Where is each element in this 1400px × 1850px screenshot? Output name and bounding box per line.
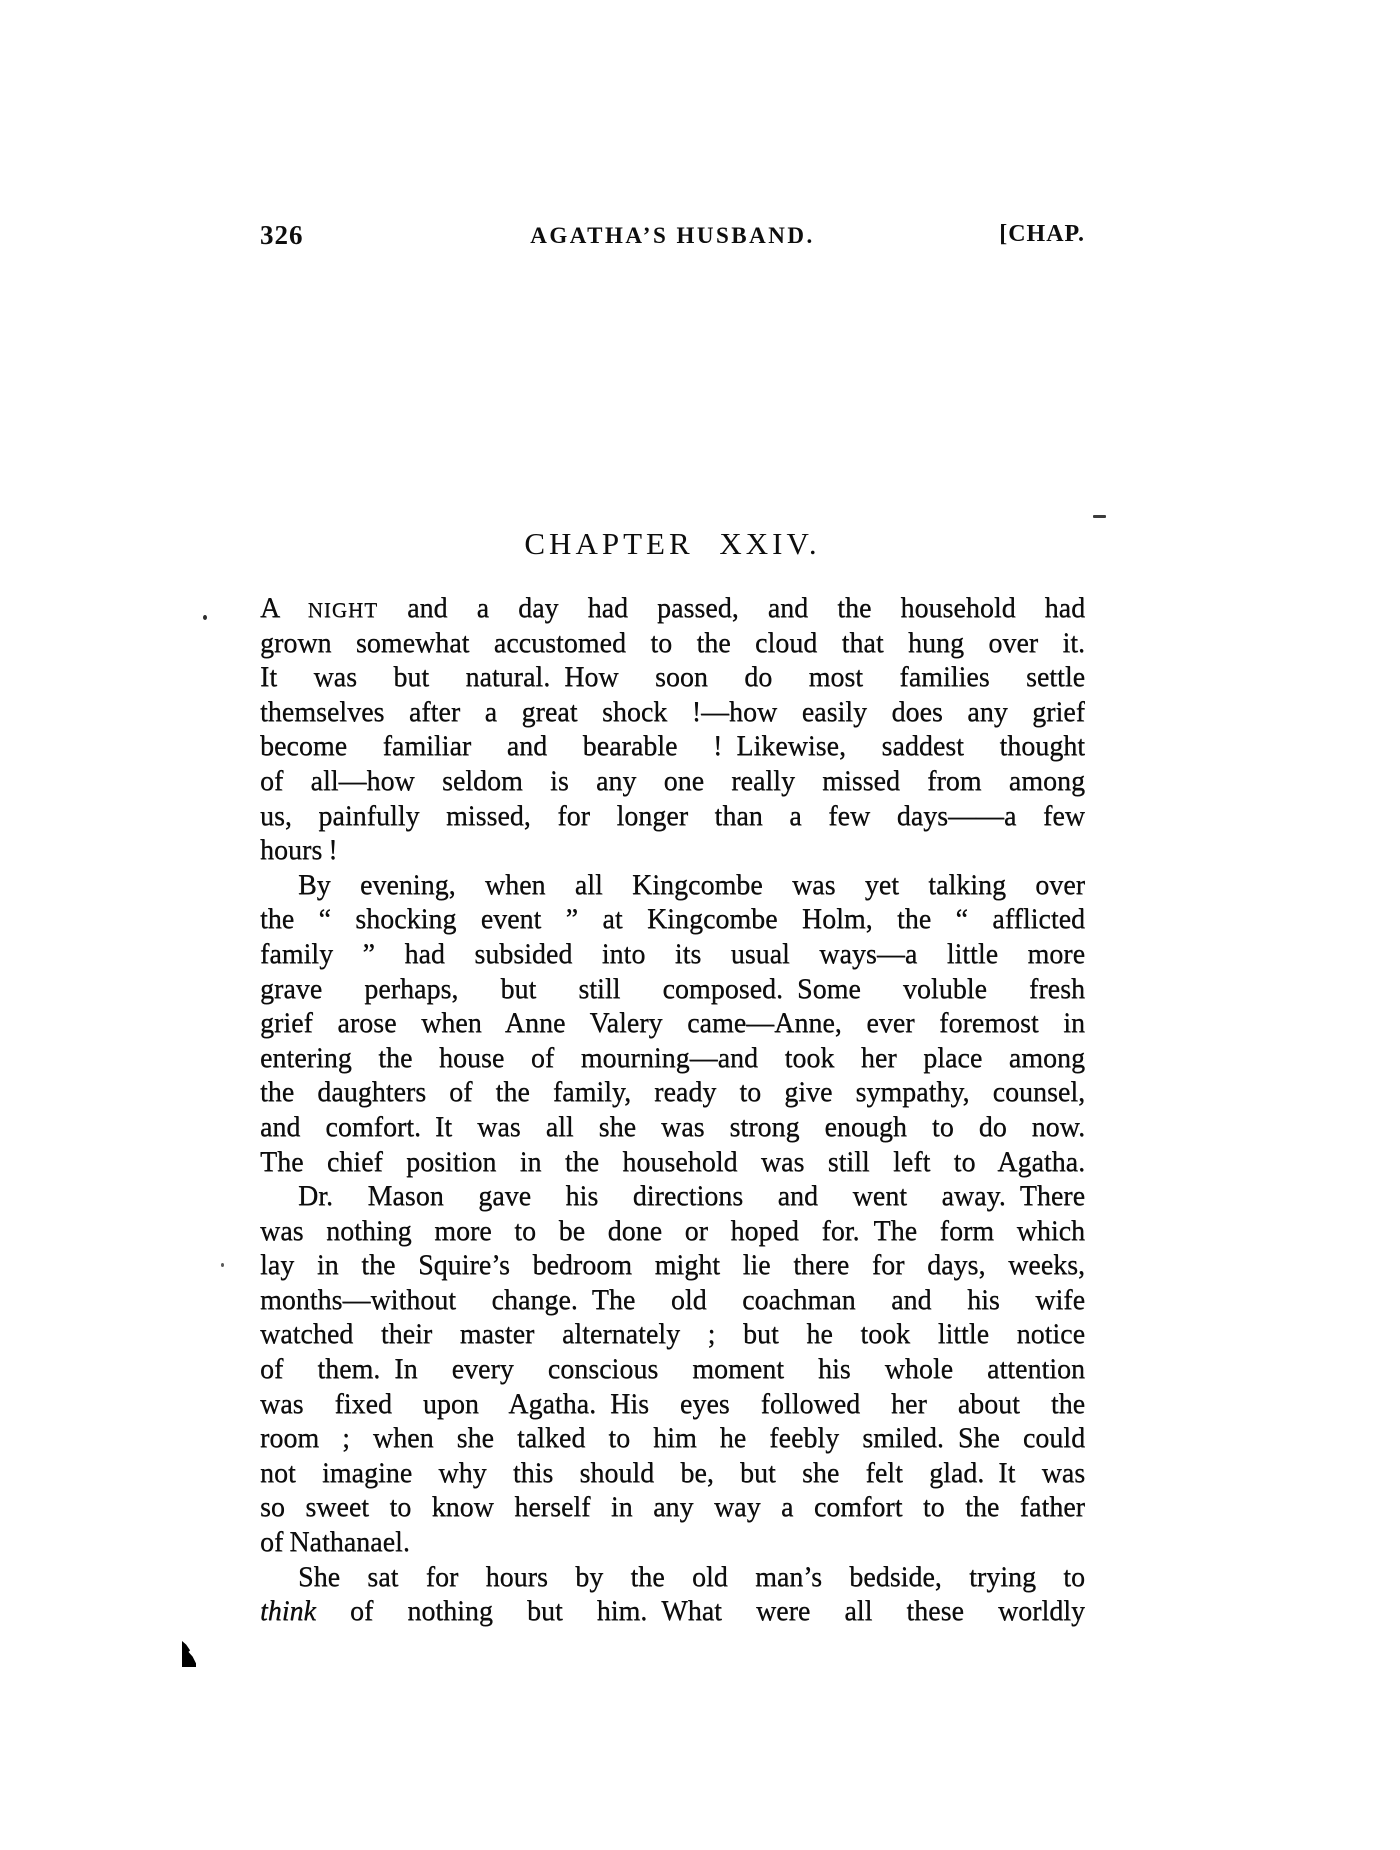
text-line: A NIGHT and a day had passed, and the household had [260, 593, 1085, 624]
text-line: grief arose when Anne Valery came—Anne, ever foremost in [260, 1008, 1085, 1040]
text-line: Dr. Mason gave his directions and went away. There [298, 1181, 1085, 1213]
text-line: become familiar and bearable ! Likewise, saddest thought [260, 731, 1085, 763]
text-line: not imagine why this should be, but she felt glad. It was [260, 1457, 1085, 1489]
ink-blob-mark [182, 1641, 196, 1667]
page-body [260, 592, 1085, 1630]
text-line: months—without change. The old coachman and his wife [260, 1284, 1085, 1316]
paragraph [260, 592, 1085, 869]
text-line: watched their master alternately ; but he took little notice [260, 1319, 1085, 1351]
scan-speck-mark [203, 615, 207, 620]
text-line: was nothing more to be done or hoped for. The form which [260, 1215, 1085, 1247]
page-number: 326 [260, 220, 304, 250]
chapter-label: [CHAP. [999, 221, 1085, 247]
running-title: AGATHA’S HUSBAND. [530, 223, 815, 248]
text-line: of Nathanael. [260, 1527, 410, 1559]
paragraph [260, 1561, 1085, 1630]
text-line: of all—how seldom is any one really missed from among [260, 765, 1085, 797]
chapter-heading: CHAPTER XXIV. [524, 526, 821, 561]
text-line: lay in the Squire’s bedroom might lie there for days, weeks, [260, 1250, 1085, 1282]
text-line: was fixed upon Agatha. His eyes followed her about the [260, 1388, 1085, 1420]
text-line: room ; when she talked to him he feebly smiled. She could [260, 1423, 1085, 1455]
text-line: hours ! [260, 835, 338, 867]
text-line: themselves after a great shock !—how easily does any grief [260, 696, 1085, 728]
text-line: the daughters of the family, ready to give sympathy, counsel, [260, 1077, 1085, 1109]
text-line: grown somewhat accustomed to the cloud that hung over it. [260, 627, 1085, 659]
paragraph [260, 869, 1085, 1180]
text-line: and comfort. It was all she was strong enough to do now. [260, 1111, 1085, 1143]
text-line: of them. In every conscious moment his whole attention [260, 1354, 1085, 1386]
text-line: entering the house of mourning—and took her place among [260, 1042, 1085, 1074]
text-line: By evening, when all Kingcombe was yet talking over [298, 869, 1085, 901]
text-line: the “ shocking event ” at Kingcombe Holm, the “ afflicted [260, 904, 1085, 936]
text-line: think of nothing but him. What were all these worldly [260, 1596, 1085, 1628]
text-line: us, painfully missed, for longer than a few days——a few [260, 800, 1085, 832]
page-header [260, 220, 1085, 254]
text-line: family ” had subsided into its usual ways—a little more [260, 938, 1085, 970]
text-line: grave perhaps, but still composed. Some voluble fresh [260, 973, 1085, 1005]
text-line: so sweet to know herself in any way a comfort to the father [260, 1492, 1085, 1524]
paragraph [260, 1180, 1085, 1561]
text-line: She sat for hours by the old man’s bedside, trying to [298, 1561, 1085, 1593]
text-line: The chief position in the household was still left to Agatha. [260, 1146, 1085, 1178]
scan-dash-mark [1093, 515, 1106, 518]
text-line: It was but natural. How soon do most families settle [260, 662, 1085, 694]
scan-speck-mark [221, 1263, 224, 1267]
